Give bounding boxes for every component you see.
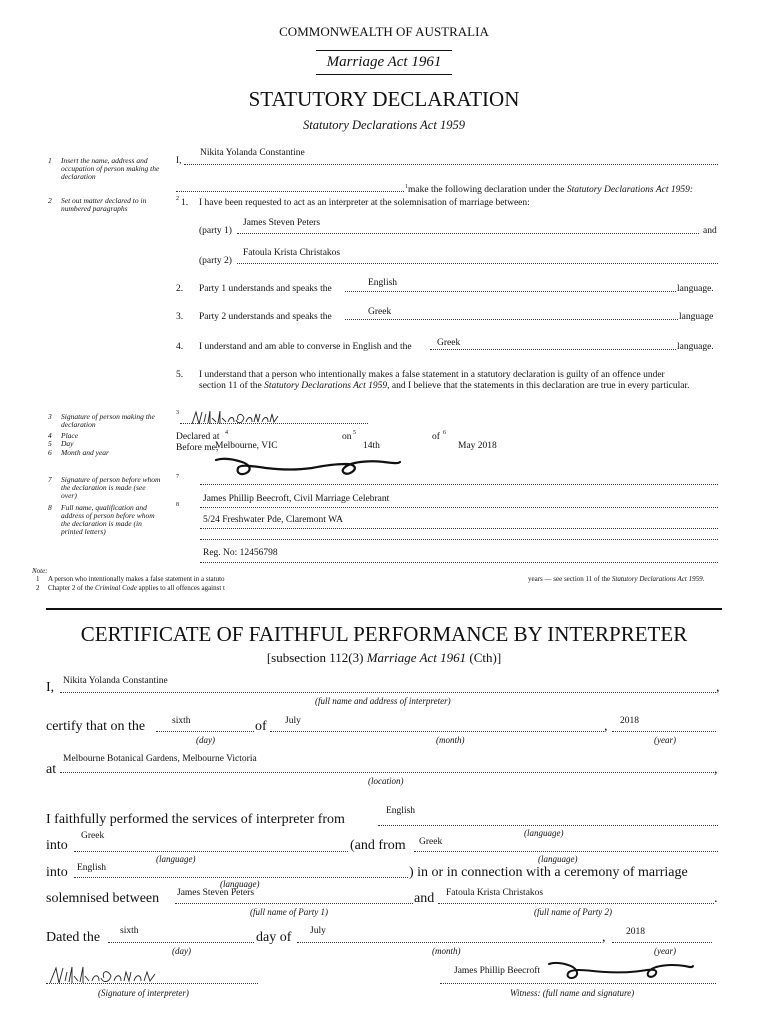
para-3-tail: language xyxy=(679,312,714,322)
witness-name-value: James Phillip Beecroft xyxy=(454,966,541,976)
party-2-language-field[interactable] xyxy=(345,319,678,320)
witness-reg-no: Reg. No: 12456798 xyxy=(203,548,278,558)
para-5-line-2b: , and I believe that the statements in this declaration are true in every particular. xyxy=(387,381,690,391)
and-from-language-field[interactable] xyxy=(414,851,718,852)
cert-of: of xyxy=(255,719,267,734)
cap-dated-year: (year) xyxy=(654,946,676,956)
note-2-text-a: Chapter 2 of the xyxy=(48,584,96,592)
footnote-5-marker: 5 xyxy=(353,430,356,436)
party-2-value: Fatoula Krista Christakos xyxy=(243,248,341,258)
footnote-2-marker: 2 xyxy=(176,196,179,202)
margin-note-2: 2 xyxy=(48,196,52,205)
witness-address: 5/24 Freshwater Pde, Claremont WA xyxy=(203,515,343,525)
margin-note-6-text: Month and year xyxy=(61,448,109,457)
margin-note-2-text: Set out matter declared to in numbered paragraphs xyxy=(61,196,147,213)
margin-note-8: 8 xyxy=(48,503,52,512)
witness-name-field[interactable] xyxy=(200,507,718,508)
party-2-label: (party 2) xyxy=(199,256,232,266)
para-4-tail: language. xyxy=(677,342,714,352)
note-1-num: 1 xyxy=(36,575,40,583)
interpreter-language-field[interactable] xyxy=(430,349,676,350)
dated-year-field[interactable] xyxy=(612,942,712,943)
declarant-name-value: Nikita Yolanda Constantine xyxy=(200,148,305,158)
act-rule-top xyxy=(316,50,452,51)
solemnised-label: solemnised between xyxy=(46,891,160,906)
comma-2: , xyxy=(604,719,608,734)
margin-note-1: 1 xyxy=(48,156,52,165)
declarant-occupation-field[interactable] xyxy=(176,191,404,192)
comma-4: . xyxy=(714,891,718,906)
act-rule-bottom xyxy=(316,74,452,75)
cert-party-1-field[interactable] xyxy=(175,903,413,904)
certificate-title: CERTIFICATE OF FAITHFUL PERFORMANCE BY INTERPRETER xyxy=(80,622,688,646)
cert-sub-act: Marriage Act 1961 xyxy=(366,650,467,665)
of-label: of xyxy=(432,432,440,442)
cap-month: (month) xyxy=(436,735,465,745)
margin-note-5-text: Day xyxy=(61,439,74,448)
interpreter-name-value: Nikita Yolanda Constantine xyxy=(63,676,168,686)
commonwealth-heading: COMMONWEALTH OF AUSTRALIA xyxy=(279,24,489,39)
and-from-lang-value: Greek xyxy=(419,837,443,847)
declarant-signature-graphic xyxy=(190,408,280,428)
interpreter-caption: (full name and address of interpreter) xyxy=(315,696,451,706)
note-2-text xyxy=(48,584,225,592)
before-me-label: Before me, xyxy=(176,443,219,453)
page-subtitle: Statutory Declarations Act 1959 xyxy=(303,118,465,132)
note-1-tail xyxy=(528,575,704,583)
act-name: Marriage Act 1961 xyxy=(326,54,442,70)
faithfully-label: I faithfully performed the services of interpreter from xyxy=(46,812,345,827)
certificate-subtitle xyxy=(0,650,768,666)
dated-label: Dated the xyxy=(46,930,101,945)
para-4-value: Greek xyxy=(437,338,461,348)
footnote-7-marker: 7 xyxy=(176,474,179,480)
cert-at: at xyxy=(46,762,57,777)
margin-note-4: 4 xyxy=(48,431,52,440)
note-1-text: A person who intentionally makes a false statement in a statuto xyxy=(48,575,225,583)
para-3-value: Greek xyxy=(368,307,392,317)
margin-note-7: 7 xyxy=(48,475,52,484)
cert-month-field[interactable] xyxy=(270,731,604,732)
witness-address-field[interactable] xyxy=(200,528,718,529)
cap-witness: Witness: (full name and signature) xyxy=(510,988,635,998)
para-5-num: 5. xyxy=(176,370,184,380)
from-lang-value: English xyxy=(386,806,416,816)
witness-name-qualification: James Phillip Beecroft, Civil Marriage Celebrant xyxy=(203,494,390,504)
into-lang-2-value: English xyxy=(77,863,107,873)
certify-label: certify that on the xyxy=(46,719,146,734)
notes-label: Note: xyxy=(32,567,48,575)
and-from-label: (and from xyxy=(350,838,406,853)
witness-signature-graphic xyxy=(545,956,695,982)
dated-year-value: 2018 xyxy=(626,927,645,937)
into-label-2: into xyxy=(46,865,68,880)
note-2-text-b: applies to all offences against t xyxy=(136,584,225,592)
cert-sub-a: [subsection 112(3) xyxy=(266,650,367,665)
on-label: on xyxy=(342,432,352,442)
into-language-2-field[interactable] xyxy=(74,877,408,878)
cap-language-1: (language) xyxy=(524,828,564,838)
day-of-label: day of xyxy=(256,930,292,945)
footnote-3-marker: 3 xyxy=(176,410,179,416)
footnote-8-marker: 8 xyxy=(176,502,179,508)
para-4-text: I understand and am able to converse in English and the xyxy=(199,342,412,352)
location-field[interactable] xyxy=(60,772,714,773)
dated-day-value: sixth xyxy=(120,926,139,936)
para-1-text: I have been requested to act as an interpreter at the solemnisation of marriage between: xyxy=(199,198,530,208)
interpreter-name-field[interactable] xyxy=(60,692,716,693)
cap-party-2: (full name of Party 2) xyxy=(534,907,612,917)
margin-note-7-text: Signature of person before whom the declaration is made (see over) xyxy=(61,475,161,500)
cert-party-2-value: Fatoula Krista Christakos xyxy=(446,888,544,898)
interpreter-signature-field[interactable] xyxy=(46,983,258,984)
celebrant-signature xyxy=(212,452,402,485)
party-1-label: (party 1) xyxy=(199,226,232,236)
comma-5: , xyxy=(602,930,606,945)
cert-i: I, xyxy=(46,680,55,695)
cert-party-2-field[interactable] xyxy=(438,903,714,904)
margin-note-6: 6 xyxy=(48,448,52,457)
intro-text: make the following declaration under the xyxy=(408,185,567,196)
para-5-line-1: I understand that a person who intentionally makes a false statement in a statutory declaration is guilty of an offence under xyxy=(199,370,665,380)
cap-day: (day) xyxy=(196,735,215,745)
party-and: and xyxy=(703,226,717,236)
cert-day-value: sixth xyxy=(172,716,191,726)
witness-reg-field[interactable] xyxy=(200,562,718,563)
footnote-4-marker: 4 xyxy=(225,430,228,436)
declared-day-value: 14th xyxy=(363,441,380,451)
cert-month-value: July xyxy=(285,716,301,726)
comma-3: , xyxy=(714,762,718,777)
into-label-1: into xyxy=(46,838,68,853)
party-1-field[interactable] xyxy=(237,233,699,234)
from-language-field[interactable] xyxy=(378,825,718,826)
margin-note-8-text: Full name, qualification and address of person before whom the declaration is made (in printed letters) xyxy=(61,503,155,536)
declared-month-year-value: May 2018 xyxy=(458,441,497,451)
margin-note-1-text: Insert the name, address and occupation of person making the declaration xyxy=(61,156,160,181)
dated-month-value: July xyxy=(310,926,326,936)
margin-note-3: 3 xyxy=(48,412,52,421)
celebrant-signature-graphic xyxy=(212,452,402,480)
margin-note-5: 5 xyxy=(48,439,52,448)
comma-1: , xyxy=(716,680,720,695)
cap-location: (location) xyxy=(368,776,404,786)
para-4-num: 4. xyxy=(176,342,184,352)
para-3-num: 3. xyxy=(176,312,184,322)
note-2-num: 2 xyxy=(36,584,40,592)
para-2-num: 2. xyxy=(176,284,184,294)
declarant-name-field[interactable] xyxy=(184,164,718,165)
para-2-value: English xyxy=(368,278,398,288)
dated-month-field[interactable] xyxy=(297,942,601,943)
dated-day-field[interactable] xyxy=(108,942,254,943)
party-2-field[interactable] xyxy=(237,263,718,264)
party-1-language-field[interactable] xyxy=(345,291,676,292)
cap-dated-month: (month) xyxy=(432,946,461,956)
cap-signature: (Signature of interpreter) xyxy=(98,988,189,998)
footnote-1-marker: 1 xyxy=(405,184,408,190)
footnote-6-marker: 6 xyxy=(443,430,446,436)
margin-note-3-text: Signature of person making the declaration xyxy=(61,412,155,429)
para-3-text: Party 2 understands and speaks the xyxy=(199,312,332,322)
margin-note-4-text: Place xyxy=(61,431,79,440)
into-lang-1-value: Greek xyxy=(81,831,105,841)
location-value: Melbourne Botanical Gardens, Melbourne Victoria xyxy=(63,754,257,764)
para-5-line-2 xyxy=(199,381,689,391)
cert-year-value: 2018 xyxy=(620,716,639,726)
cert-year-field[interactable] xyxy=(612,731,716,732)
cert-day-field[interactable] xyxy=(156,731,254,732)
declarant-signature xyxy=(190,408,280,433)
page-title: STATUTORY DECLARATION xyxy=(248,87,520,111)
cap-language-3: (language) xyxy=(538,854,578,864)
cap-language-4: (language) xyxy=(220,879,260,889)
note-1-tail-text: years — see section 11 of the xyxy=(528,575,612,583)
cap-language-2: (language) xyxy=(156,854,196,864)
intro-act: Statutory Declarations Act 1959: xyxy=(566,185,694,196)
declaration-i: I, xyxy=(176,156,182,166)
para-5-line-2a: section 11 of the xyxy=(199,381,265,391)
para-1-num: 1. xyxy=(181,198,189,208)
ceremony-text: ) in or in connection with a ceremony of marriage xyxy=(409,865,688,880)
cap-party-1: (full name of Party 1) xyxy=(250,907,328,917)
para-2-text: Party 1 understands and speaks the xyxy=(199,284,332,294)
note-2-code: Criminal Code xyxy=(95,584,137,592)
para-5-act: Statutory Declarations Act 1959 xyxy=(264,381,388,391)
cap-year: (year) xyxy=(654,735,676,745)
declaration-intro xyxy=(405,184,693,195)
para-2-tail: language. xyxy=(677,284,714,294)
into-language-1-field[interactable] xyxy=(74,851,348,852)
party-1-value: James Steven Peters xyxy=(243,218,321,228)
witness-signature-field[interactable] xyxy=(440,983,716,984)
section-divider xyxy=(46,608,722,610)
cert-sub-b: (Cth)] xyxy=(466,650,502,665)
declared-at-label: Declared at xyxy=(176,432,220,442)
cert-and: and xyxy=(414,891,435,906)
celebrant-signature-field[interactable] xyxy=(200,484,718,485)
note-1-act: Statutory Declarations Act 1959. xyxy=(611,575,705,583)
declared-place-value: Melbourne, VIC xyxy=(215,441,278,451)
witness-extra-field[interactable] xyxy=(200,539,718,540)
cert-party-1-value: James Steven Peters xyxy=(177,888,255,898)
cap-dated-day: (day) xyxy=(172,946,191,956)
